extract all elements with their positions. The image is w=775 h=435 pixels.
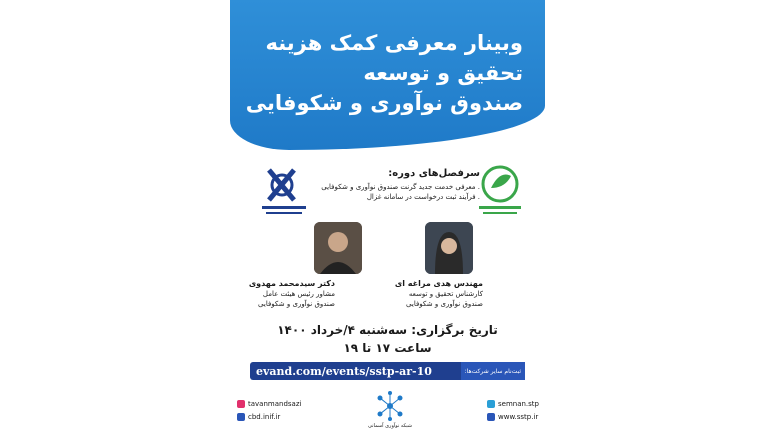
speaker-maragheh [373, 278, 483, 309]
event-time: ساعت ۱۷ تا ۱۹ [343, 341, 432, 355]
speaker-photo-mahdavi [314, 222, 362, 274]
footer-website[interactable]: cbd.inif.ir [248, 413, 281, 421]
title-line-3: صندوق نوآوری و شکوفایی [245, 91, 523, 115]
title-line-1: وبینار معرفی کمک هزینه [265, 31, 523, 55]
globe-icon [237, 413, 245, 421]
speaker-photo-maragheh [425, 222, 473, 274]
webinar-poster [230, 0, 545, 435]
speaker-name: مهندس هدی مراغه ای [394, 279, 483, 288]
person-icon [425, 222, 473, 274]
footer-telegram[interactable]: semnan.stp [498, 400, 539, 408]
instagram-icon [237, 400, 245, 408]
registration-link[interactable]: evand.com/events/sstp-ar-10 [256, 364, 432, 378]
registration-label: ثبت‌نام سایر شرکت‌ها: [461, 362, 525, 380]
course-outline [300, 168, 480, 202]
footer-site[interactable]: www.sstp.ir [498, 413, 539, 421]
telegram-icon [487, 400, 495, 408]
speaker-role: صندوق نوآوری و شکوفایی [258, 300, 335, 308]
course-item: . معرفی خدمت جدید گرنت صندوق نوآوری و شکوفایی [321, 183, 480, 191]
event-date: تاریخ برگزاری: سه‌شنبه ۴/خرداد ۱۴۰۰ [277, 323, 498, 337]
course-heading: سرفصل‌های دوره: [388, 168, 480, 179]
person-icon [314, 222, 362, 274]
footer-left [234, 398, 301, 424]
innovation-network-logo [370, 388, 410, 424]
speaker-name: دکتر سیدمحمد مهدوی [248, 279, 335, 288]
footer-instagram[interactable]: tavanmandsazi [248, 400, 302, 408]
registration-bar[interactable] [250, 362, 525, 380]
footer-right [484, 398, 539, 424]
speaker-mahdavi [235, 278, 335, 309]
network-label: شبکه نوآوری آسمانی [368, 423, 412, 429]
speaker-role: کارشناس تحقیق و توسعه [408, 290, 483, 298]
globe-icon [487, 413, 495, 421]
title-line-2: تحقیق و توسعه [363, 61, 523, 85]
speaker-role: صندوق نوآوری و شکوفایی [406, 300, 483, 308]
speaker-role: مشاور رئیس هیئت عامل [262, 290, 335, 298]
course-item: . فرآیند ثبت درخواست در سامانه غزال [366, 193, 480, 201]
